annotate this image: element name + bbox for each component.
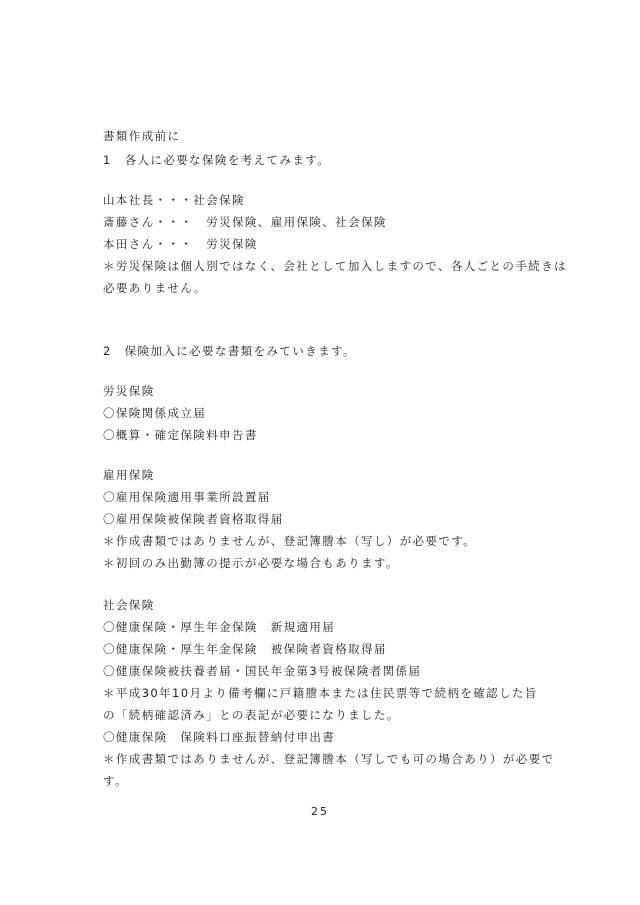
page-number: 25 xyxy=(311,805,329,818)
form-item: 〇健康保険 保険料口座振替納付申出書 xyxy=(103,730,336,744)
section1-title: 1 各人に必要な保険を考えてみます。 xyxy=(103,153,331,167)
person-line: 斎藤さん・・・ 労災保険、雇用保険、社会保険 xyxy=(103,215,387,229)
koyou-note: ＊作成書類ではありませんが、登記簿謄本（写し）が必要です。 xyxy=(103,534,477,548)
rousai-heading: 労災保険 xyxy=(103,384,155,398)
form-item: 〇雇用保険適用事業所設置届 xyxy=(103,490,271,504)
form-item: 〇健康保険・厚生年金保険 被保険者資格取得届 xyxy=(103,642,387,656)
person-line: 山本社長・・・社会保険 xyxy=(103,193,245,207)
section2-title: 2 保険加入に必要な書類をみていきます。 xyxy=(103,344,356,358)
form-item: 〇雇用保険被保険者資格取得届 xyxy=(103,512,284,526)
form-item: 〇概算・確定保険料申告書 xyxy=(103,428,258,442)
document-heading: 書類作成前に xyxy=(103,129,181,143)
koyou-heading: 雇用保険 xyxy=(103,468,155,482)
shakai-note-cont: の「続柄確認済み」との表記が必要になりました。 xyxy=(103,708,400,722)
shakai-note: ＊平成30年10月より備考欄に戸籍謄本または住民票等で続柄を確認した旨 xyxy=(103,686,538,700)
shakai-note-cont: す。 xyxy=(103,774,128,788)
form-item: 〇保険関係成立届 xyxy=(103,406,207,420)
koyou-note: ＊初回のみ出勤簿の提示が必要な場合もあります。 xyxy=(103,556,399,570)
section1-note-cont: 必要ありません。 xyxy=(103,281,207,295)
form-item: 〇健康保険・厚生年金保険 新規適用届 xyxy=(103,620,336,634)
shakai-note: ＊作成書類ではありませんが、登記簿謄本（写しでも可の場合あり）が必要で xyxy=(103,752,555,766)
person-line: 本田さん・・・ 労災保険 xyxy=(103,237,258,251)
section1-note: ＊労災保険は個人別ではなく、会社として加入しますので、各人ごとの手続きは xyxy=(103,259,567,273)
form-item: 〇健康保険被扶養者届・国民年金第3号被保険者関係届 xyxy=(103,664,422,678)
shakai-heading: 社会保険 xyxy=(103,598,155,612)
